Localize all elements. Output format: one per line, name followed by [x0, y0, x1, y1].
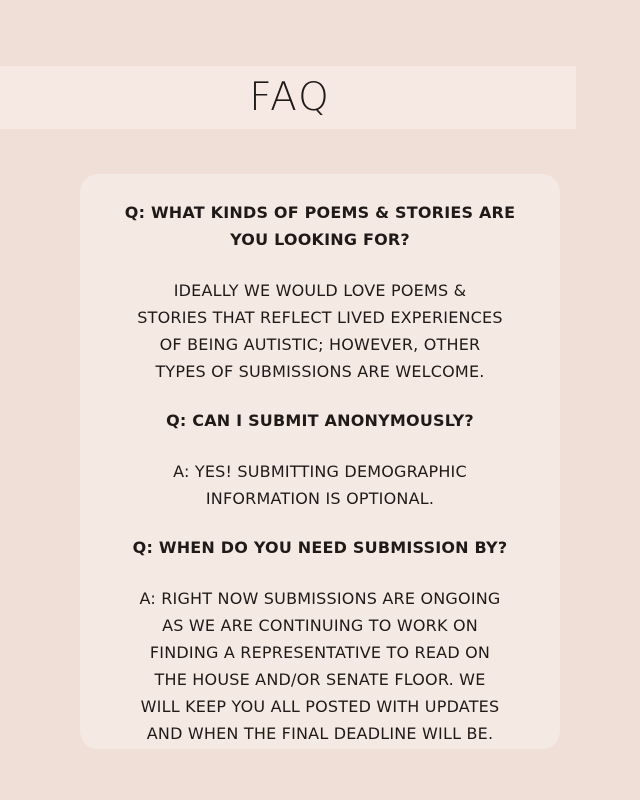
answer-line: STORIES THAT REFLECT LIVED EXPERIENCES — [137, 308, 503, 327]
answer-line: OF BEING AUTISTIC; HOWEVER, OTHER — [159, 335, 481, 354]
page-title: FAQ — [249, 75, 331, 120]
question-line: YOU LOOKING FOR? — [230, 230, 410, 249]
answer-line: INFORMATION IS OPTIONAL. — [205, 489, 435, 508]
question-line: Q: WHEN DO YOU NEED SUBMISSION BY? — [132, 538, 508, 557]
faq-item — [100, 199, 540, 385]
faq-question — [100, 199, 540, 253]
faq-question — [100, 407, 540, 434]
answer-line: TYPES OF SUBMISSIONS ARE WELCOME. — [155, 362, 485, 381]
faq-item — [100, 407, 540, 512]
question-line: Q: WHAT KINDS OF POEMS & STORIES ARE — [124, 203, 516, 222]
answer-line: A: YES! SUBMITTING DEMOGRAPHIC — [173, 462, 467, 481]
title-banner — [0, 66, 576, 129]
answer-line: THE HOUSE AND/OR SENATE FLOOR. WE — [154, 670, 486, 689]
faq-answer — [100, 458, 540, 512]
answer-line: AND WHEN THE FINAL DEADLINE WILL BE. — [146, 724, 494, 743]
answer-line: IDEALLY WE WOULD LOVE POEMS & — [173, 281, 467, 300]
answer-line: FINDING A REPRESENTATIVE TO READ ON — [149, 643, 491, 662]
answer-line: WILL KEEP YOU ALL POSTED WITH UPDATES — [140, 697, 500, 716]
faq-answer — [100, 277, 540, 385]
faq-answer — [100, 585, 540, 747]
question-line: Q: CAN I SUBMIT ANONYMOUSLY? — [166, 411, 474, 430]
faq-item — [100, 534, 540, 747]
answer-line: A: RIGHT NOW SUBMISSIONS ARE ONGOING — [139, 589, 501, 608]
faq-card — [80, 174, 560, 749]
answer-line: AS WE ARE CONTINUING TO WORK ON — [162, 616, 478, 635]
faq-question — [100, 534, 540, 561]
